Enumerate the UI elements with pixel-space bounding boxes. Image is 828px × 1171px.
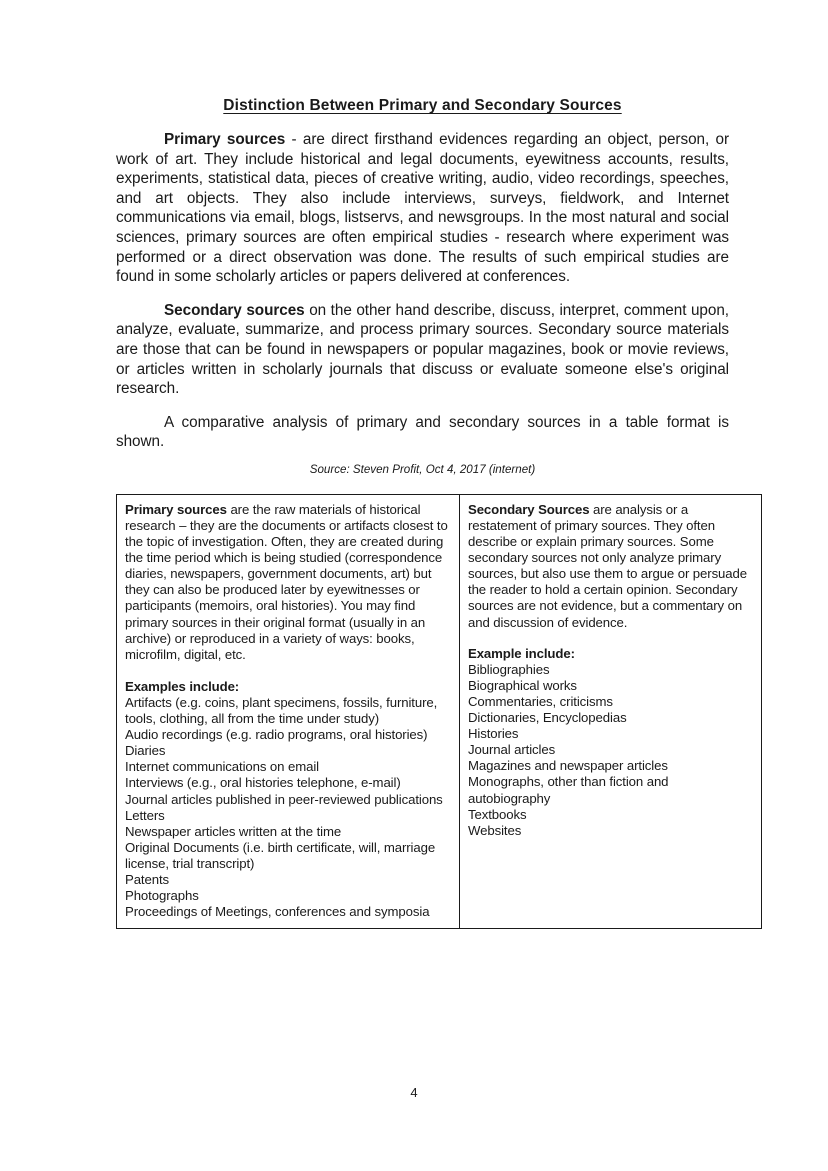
paragraph-primary-text: - are direct firsthand evidences regarding an object, person, or work of art. They include historical and legal documents, eyewitness accounts, results, experiments, statistical data, pieces of creative writing, audio, video recordings, speeches, and art objects. They also include interviews, surveys, fieldwork, and Internet communications via email, blogs, listservs, and newsgroups. In the most natural and social sciences, primary sources are often empirical studies - research where experiment was performed or a direct observation was done. The results of such empirical studies are found in some scholarly articles or papers delivered at conferences.	[116, 131, 729, 286]
list-item: Internet communications on email	[125, 759, 319, 775]
page-number: 4	[410, 1085, 418, 1100]
list-item: Histories	[468, 726, 519, 742]
paragraph-table-intro: A comparative analysis of primary and secondary sources in a table format is shown.	[116, 413, 729, 451]
list-item: Newspaper articles written at the time	[125, 823, 342, 839]
list-item: Journal articles published in peer-reviewed publications	[125, 791, 443, 807]
primary-cell-lead: Primary sources	[125, 501, 227, 517]
list-item: Dictionaries, Encyclopedias	[468, 710, 627, 726]
primary-cell-text: are the raw materials of historical research – they are the documents or artifacts closest to the topic of investigation. Often, they are created during the time period which is being studied (correspondence diaries, newspapers, government documents, art) but they can also be produced later by eyewitnesses or participants (memoirs, oral histories). You may find primary sources in their original format (usually in an archive) or reproduced in a variety of ways: books, microfilm, digital, etc.	[125, 501, 448, 662]
list-item: Proceedings of Meetings, conferences and symposia	[125, 904, 430, 920]
list-item: Audio recordings (e.g. radio programs, oral histories)	[125, 727, 428, 743]
list-item: Photographs	[125, 888, 199, 904]
list-item: Textbooks	[468, 806, 527, 822]
table-row	[117, 494, 762, 928]
paragraph-secondary-lead: Secondary sources	[164, 301, 305, 319]
list-item: Patents	[125, 871, 170, 887]
paragraph-secondary-sources	[116, 301, 729, 399]
secondary-examples-heading: Example include:	[468, 645, 575, 661]
secondary-cell-description	[468, 502, 753, 631]
list-item: Websites	[468, 822, 522, 838]
primary-cell-description	[125, 502, 451, 663]
primary-examples-list	[125, 695, 451, 920]
secondary-cell-text: are analysis or a restatement of primary sources. They often describe or explain primary sources. Some secondary sources not only analyze primary sources, but also use them to argue or persuade the reader to hold a certain opinion. Secondary sources are not evidence, but a commentary on and discussion of evidence.	[468, 501, 747, 630]
comparison-table	[116, 494, 762, 929]
list-item: Biographical works	[468, 677, 577, 693]
paragraph-primary-lead: Primary sources	[164, 131, 286, 148]
list-item: Journal articles	[468, 742, 556, 758]
page-title: Distinction Between Primary and Secondary Sources	[223, 97, 622, 114]
source-credit: Source: Steven Profit, Oct 4, 2017 (internet)	[309, 462, 536, 476]
primary-examples-heading: Examples include:	[125, 678, 240, 694]
secondary-examples-list	[468, 662, 753, 839]
list-item: Interviews (e.g., oral histories telephone, e-mail)	[125, 775, 401, 791]
secondary-cell-lead: Secondary Sources	[468, 501, 590, 517]
paragraph-primary-sources	[116, 130, 729, 287]
list-item: Monographs, other than fiction and autobiography	[468, 774, 669, 806]
list-item: Magazines and newspaper articles	[468, 758, 668, 774]
document-content	[116, 96, 747, 929]
list-item: Diaries	[125, 743, 166, 759]
table-cell-primary-sources	[117, 494, 460, 928]
list-item: Commentaries, criticisms	[468, 693, 613, 709]
list-item: Artifacts (e.g. coins, plant specimens, fossils, furniture, tools, clothing, all from the time under study)	[125, 694, 438, 727]
list-item: Bibliographies	[468, 661, 550, 677]
list-item: Original Documents (i.e. birth certificate, will, marriage license, trial transcript)	[125, 839, 436, 871]
paragraph-secondary-text: on the other hand describe, discuss, interpret, comment upon, analyze, evaluate, summarize, and process primary sources. Secondary source materials are those that can be found in newspapers or popular magazines, book or movie reviews, or articles written in scholarly journals that discuss or evaluate someone else's original research.	[116, 301, 729, 398]
list-item: Letters	[125, 807, 165, 823]
table-cell-secondary-sources	[460, 494, 762, 928]
